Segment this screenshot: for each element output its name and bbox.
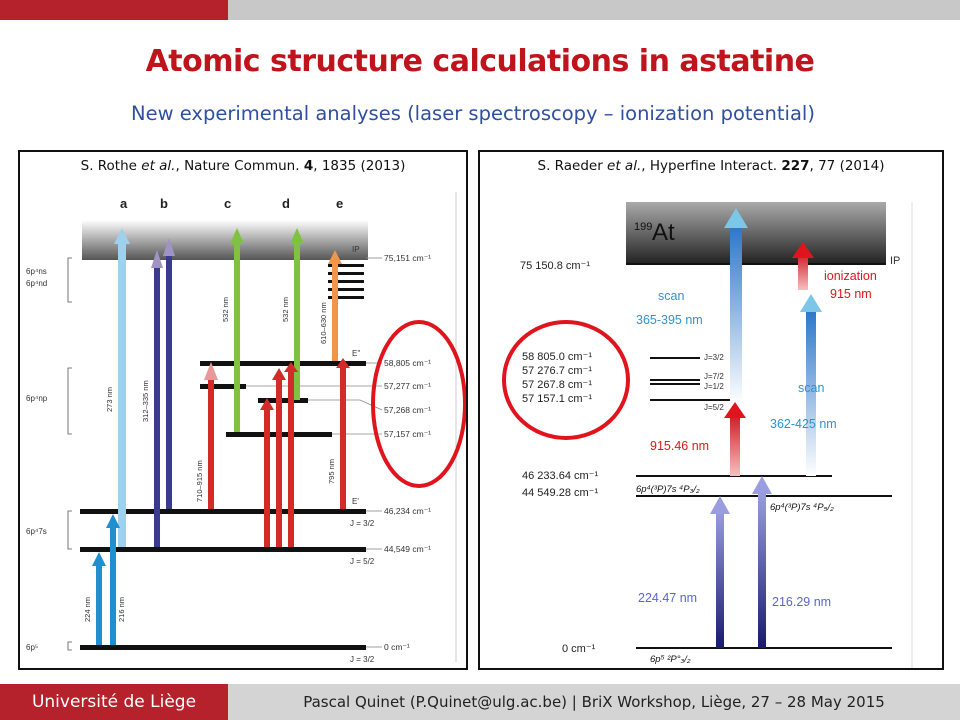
level-value: 0 cm⁻¹ bbox=[562, 643, 596, 655]
j-label: J=7/2 bbox=[704, 372, 724, 381]
level-value: 57 276.7 cm⁻¹ bbox=[522, 365, 593, 377]
arrow-scan-1 bbox=[730, 224, 742, 404]
level-value: 75,151 cm⁻¹ bbox=[384, 253, 432, 263]
arrow-915 bbox=[730, 416, 740, 476]
arrow-ionization bbox=[798, 254, 808, 290]
ionization-label: ionization bbox=[824, 269, 877, 283]
highlight-ellipse bbox=[373, 322, 465, 486]
isotope-number: 199 bbox=[634, 221, 653, 233]
wavelength-label: 216 nm bbox=[117, 596, 126, 622]
config-label: 6p⁴ns bbox=[26, 267, 47, 276]
wavelength-915: 915.46 nm bbox=[650, 439, 710, 453]
ionization-wavelength: 915 nm bbox=[830, 287, 872, 301]
left-level-diagram bbox=[20, 152, 466, 668]
wavelength-224: 224.47 nm bbox=[638, 591, 698, 605]
left-figure-panel bbox=[18, 150, 468, 670]
arrow-a bbox=[118, 240, 126, 547]
arrow-216 bbox=[758, 492, 766, 648]
slide-title: Atomic structure calculations in astatine bbox=[145, 44, 815, 79]
wavelength-label: 532 nm bbox=[281, 296, 290, 322]
level-value: 44 549.28 cm⁻¹ bbox=[522, 487, 599, 499]
e1-label: E' bbox=[352, 497, 359, 506]
arrow-d bbox=[294, 240, 300, 400]
wavelength-216: 216.29 nm bbox=[772, 595, 832, 609]
ip-label: IP bbox=[352, 245, 360, 254]
arrow-b bbox=[154, 264, 160, 547]
wavelength-label: 224 nm bbox=[83, 596, 92, 622]
arrow-e bbox=[332, 264, 338, 361]
ip-label: IP bbox=[890, 255, 901, 267]
top-bar-accent bbox=[0, 0, 228, 20]
scan-label: scan bbox=[798, 381, 825, 395]
level-value: 58 805.0 cm⁻¹ bbox=[522, 351, 593, 363]
scan-label: scan bbox=[658, 289, 685, 303]
arrow-216 bbox=[110, 526, 116, 645]
scan-range: 362-425 nm bbox=[770, 417, 837, 431]
level-value: 46 233.64 cm⁻¹ bbox=[522, 470, 599, 482]
config-label: 6p⁵ bbox=[26, 643, 39, 652]
level-value: 57,268 cm⁻¹ bbox=[384, 405, 432, 415]
right-level-diagram bbox=[480, 152, 942, 668]
j-label: J=3/2 bbox=[704, 353, 724, 362]
config-label: 6p⁴nd bbox=[26, 279, 48, 288]
scan-range: 365-395 nm bbox=[636, 313, 703, 327]
config-label: 6p⁴(³P)7s ⁴P₅/₂ bbox=[770, 502, 834, 513]
column-label: d bbox=[282, 196, 290, 211]
config-label: 6p⁴np bbox=[26, 394, 48, 403]
config-label: 6p⁵ ²P°₃/₂ bbox=[650, 654, 691, 665]
column-label: a bbox=[120, 196, 128, 211]
level-44549 bbox=[80, 547, 366, 552]
column-label: b bbox=[160, 196, 168, 211]
level-ground bbox=[80, 645, 366, 650]
level-value: 58,805 cm⁻¹ bbox=[384, 358, 432, 368]
right-figure-panel bbox=[478, 150, 944, 670]
config-label: 6p⁴7s bbox=[26, 527, 47, 536]
config-label: 6p⁴(³P)7s ⁴P₃/₂ bbox=[636, 484, 700, 495]
j-label: J = 5/2 bbox=[350, 557, 375, 566]
level-value: 75 150.8 cm⁻¹ bbox=[520, 260, 591, 272]
level-value: 46,234 cm⁻¹ bbox=[384, 506, 432, 516]
arrow-224 bbox=[716, 510, 724, 648]
level-value: 57,277 cm⁻¹ bbox=[384, 381, 432, 391]
university-label: Université de Liège bbox=[0, 684, 228, 720]
wavelength-label: 532 nm bbox=[221, 296, 230, 322]
column-label: e bbox=[336, 196, 344, 211]
column-label: c bbox=[224, 196, 232, 211]
level-value: 44,549 cm⁻¹ bbox=[384, 544, 432, 554]
wavelength-label: 610–630 nm bbox=[319, 302, 328, 344]
j-label: J=5/2 bbox=[704, 403, 724, 412]
element-symbol: At bbox=[652, 219, 675, 246]
j-label: J=1/2 bbox=[704, 382, 724, 391]
level-value: 57 157.1 cm⁻¹ bbox=[522, 393, 593, 405]
e2-label: E'' bbox=[352, 349, 361, 358]
arrow-224 bbox=[96, 564, 102, 645]
j-label: J = 3/2 bbox=[350, 655, 375, 664]
right-caption: S. Raeder et al., Hyperfine Interact. 227, 77 (2014) bbox=[537, 158, 885, 174]
wavelength-label: 312–335 nm bbox=[141, 380, 150, 422]
level-value: 57 267.8 cm⁻¹ bbox=[522, 379, 593, 391]
slide-subtitle: New experimental analyses (laser spectroscopy – ionization potential) bbox=[131, 102, 815, 125]
level-value: 0 cm⁻¹ bbox=[384, 642, 410, 652]
wavelength-label: 795 nm bbox=[327, 458, 336, 484]
left-caption: S. Rothe et al., Nature Commun. 4, 1835 (2013) bbox=[80, 158, 406, 174]
level-value: 57,157 cm⁻¹ bbox=[384, 429, 432, 439]
wavelength-label: 710–915 nm bbox=[195, 460, 204, 502]
wavelength-label: 273 nm bbox=[105, 386, 114, 412]
arrow-c bbox=[234, 240, 240, 432]
j-label: J = 3/2 bbox=[350, 519, 375, 528]
top-bar bbox=[228, 0, 960, 20]
footer-info: Pascal Quinet (P.Quinet@ulg.ac.be) | BriX Workshop, Liège, 27 – 28 May 2015 bbox=[228, 684, 960, 720]
